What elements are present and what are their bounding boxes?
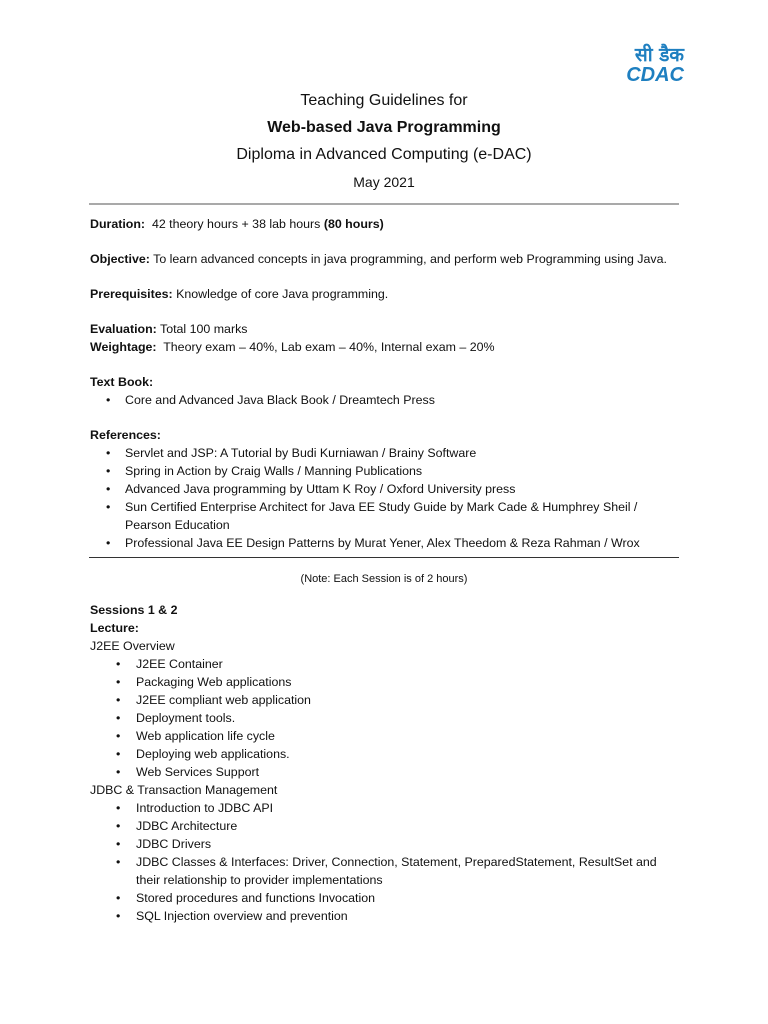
- session-note: (Note: Each Session is of 2 hours): [300, 573, 468, 585]
- list-item: • J2EE Container: [90, 655, 690, 673]
- objective-label: Objective:: [90, 252, 150, 266]
- topic-heading: JDBC & Transaction Management: [90, 783, 278, 797]
- list-item: • Core and Advanced Java Black Book / Dreamtech Press: [90, 391, 690, 409]
- list-item: • JDBC Drivers: [90, 835, 690, 853]
- prerequisites-line: [90, 285, 690, 303]
- list-item: • J2EE compliant web application: [90, 691, 690, 709]
- logo-english-text: CDAC: [626, 64, 684, 86]
- list-item: • Stored procedures and functions Invocation: [90, 889, 690, 907]
- list-item: • Servlet and JSP: A Tutorial by Budi Kurniawan / Brainy Software: [90, 444, 690, 462]
- list-item: • Web application life cycle: [90, 727, 690, 745]
- weightage-text: Theory exam – 40%, Lab exam – 40%, Internal exam – 20%: [163, 340, 495, 354]
- list-item: [90, 498, 690, 534]
- objective-line: [90, 250, 690, 268]
- topic-list: [90, 655, 690, 781]
- lecture-label: Lecture:: [90, 621, 139, 635]
- duration-line: [90, 215, 690, 233]
- duration-total: (80 hours): [323, 217, 384, 231]
- references-label: References:: [90, 428, 161, 442]
- course-title: Web-based Java Programming: [267, 119, 501, 136]
- section-divider: [89, 557, 679, 558]
- prerequisites-label: Prerequisites:: [90, 287, 173, 301]
- prerequisites-text: Knowledge of core Java programming.: [176, 287, 389, 301]
- topic-heading: J2EE Overview: [90, 639, 175, 653]
- sessions-section: [90, 601, 690, 925]
- list-item-line: JDBC Classes & Interfaces: Driver, Connection, Statement, PreparedStatement, ResultSet and: [136, 855, 657, 869]
- list-item-line: Pearson Education: [125, 518, 230, 532]
- textbook-list: [90, 391, 690, 409]
- list-item: • Deployment tools.: [90, 709, 690, 727]
- program-name: Diploma in Advanced Computing (e-DAC): [236, 146, 532, 163]
- course-details: [90, 215, 690, 552]
- logo-hindi-text: सी डैक: [634, 44, 684, 66]
- list-item: • Professional Java EE Design Patterns by Murat Yener, Alex Theedom & Reza Rahman / Wrox: [90, 534, 690, 552]
- weightage-label: Weightage:: [90, 340, 157, 354]
- references-list: [90, 444, 690, 552]
- document-date: May 2021: [353, 174, 415, 190]
- list-item-line: Sun Certified Enterprise Architect for Java EE Study Guide by Mark Cade & Humphrey Sheil /: [125, 500, 638, 514]
- header-divider: [89, 203, 679, 205]
- list-item-line: their relationship to provider implementations: [136, 873, 383, 887]
- header-line-1: Teaching Guidelines for: [300, 92, 468, 109]
- list-item: • JDBC Architecture: [90, 817, 690, 835]
- list-item: • Advanced Java programming by Uttam K Roy / Oxford University press: [90, 480, 690, 498]
- list-item: • Introduction to JDBC API: [90, 799, 690, 817]
- list-item: • Web Services Support: [90, 763, 690, 781]
- evaluation-line: [90, 320, 690, 338]
- list-item: [90, 853, 690, 889]
- textbook-label: Text Book:: [90, 375, 154, 389]
- duration-text: 42 theory hours + 38 lab hours: [151, 217, 321, 231]
- topic-list: [90, 799, 690, 925]
- list-item: • Deploying web applications.: [90, 745, 690, 763]
- list-item: • Packaging Web applications: [90, 673, 690, 691]
- session-title: Sessions 1 & 2: [90, 603, 178, 617]
- evaluation-label: Evaluation:: [90, 322, 157, 336]
- cdac-logo: [624, 44, 684, 88]
- evaluation-text: Total 100 marks: [160, 322, 248, 336]
- list-item: • SQL Injection overview and prevention: [90, 907, 690, 925]
- objective-text: To learn advanced concepts in java programming, and perform web Programming using Java.: [153, 252, 667, 266]
- weightage-line: [90, 338, 690, 356]
- duration-label: Duration:: [90, 217, 146, 231]
- list-item: • Spring in Action by Craig Walls / Manning Publications: [90, 462, 690, 480]
